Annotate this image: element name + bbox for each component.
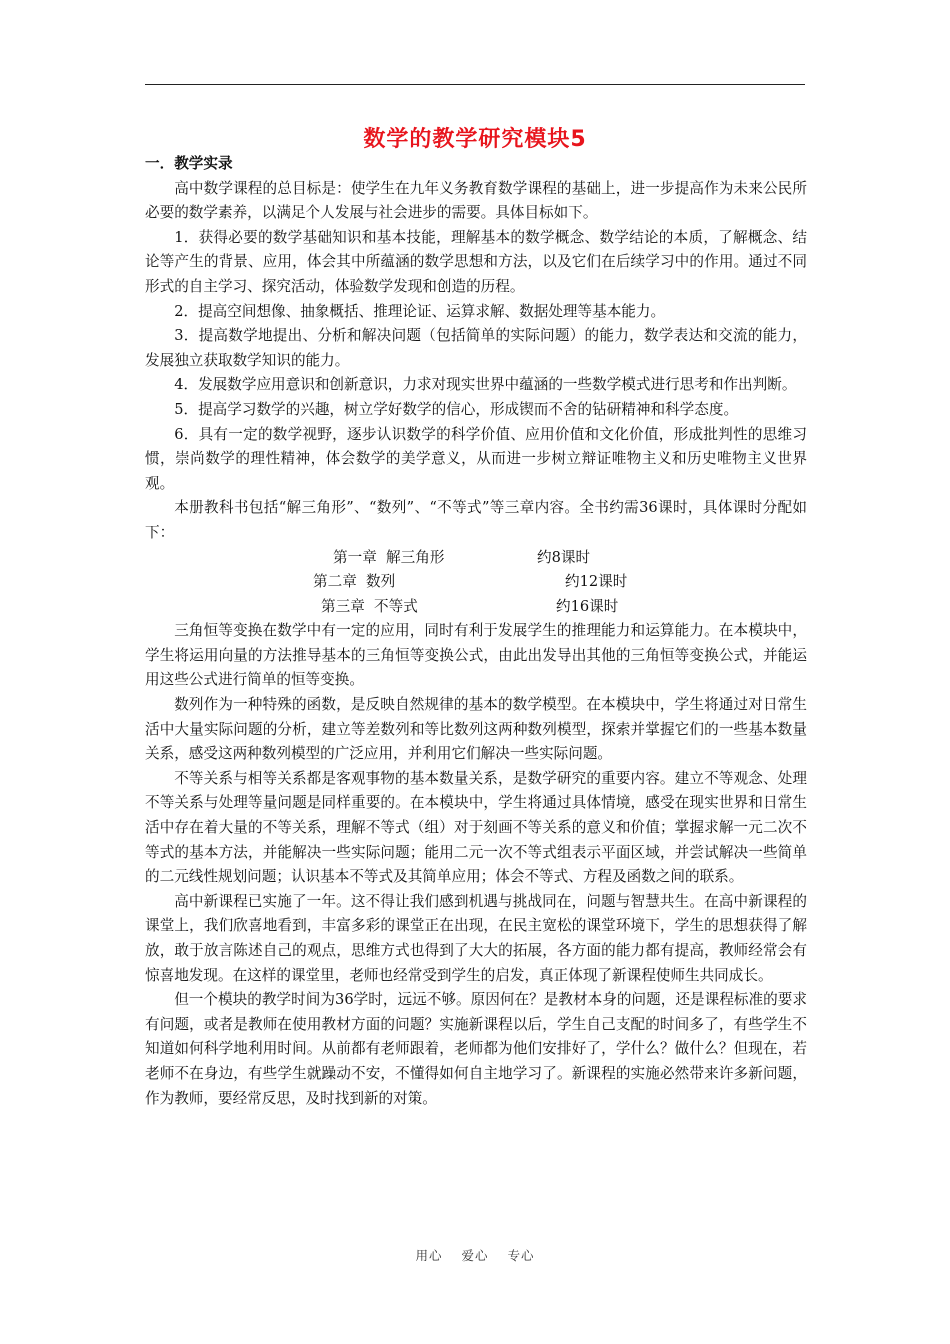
schedule-row (145, 570, 807, 595)
section-heading: 一．教学实录 (145, 155, 233, 172)
schedule-row (145, 546, 807, 571)
schedule-chapter: 第三章 不等式 (321, 597, 418, 615)
document-body (145, 152, 807, 1111)
paragraph: 不等关系与相等关系都是客观事物的基本数量关系，是数学研究的重要内容。建立不等观念、处理不等关系与处理等量问题是同样重要的。在本模块中，学生将通过具体情境，感受在现实世界和日常生活中存在着大量的不等关系，理解不等式（组）对于刻画不等关系的意义和价值；掌握求解一元二次不等式的基本方法，并能解决一些实际问题；能用二元一次不等式组表示平面区域，并尝试解决一些简单的二元线性规划问题；认识基本不等式及其简单应用；体会不等式、方程及函数之间的联系。 (145, 769, 807, 886)
page-title: 数学的教学研究模块5 (363, 127, 587, 152)
paragraph: 2．提高空间想像、抽象概括、推理论证、运算求解、数据处理等基本能力。 (174, 302, 666, 320)
schedule-chapter: 第一章 解三角形 (333, 548, 445, 566)
paragraph: 本册教科书包括“解三角形”、“数列”、“不等式”等三章内容。全书约需36课时，具体课时分配如下： (145, 499, 807, 541)
paragraph: 3．提高数学地提出、分析和解决问题（包括简单的实际问题）的能力，数学表达和交流的能力，发展独立获取数学知识的能力。 (145, 327, 807, 369)
schedule-chapter: 第二章 数列 (313, 573, 396, 591)
paragraph: 高中数学课程的总目标是：使学生在九年义务教育数学课程的基础上，进一步提高作为未来公民所必要的数学素养，以满足个人发展与社会进步的需要。具体目标如下。 (145, 179, 807, 222)
paragraph: 三角恒等变换在数学中有一定的应用，同时有利于发展学生的推理能力和运算能力。在本模块中，学生将运用向量的方法推导基本的三角恒等变换公式，由此出发导出其他的三角恒等变换公式，并能运用这些公式进行简单的恒等变换。 (145, 622, 807, 689)
paragraph: 6．具有一定的数学视野，逐步认识数学的科学价值、应用价值和文化价值，形成批判性的思维习惯，崇尚数学的理性精神，体会数学的美学意义，从而进一步树立辩证唯物主义和历史唯物主义世界观。 (145, 425, 807, 492)
paragraph: 但一个模块的教学时间为36学时，远远不够。原因何在？是教材本身的问题，还是课程标准的要求有问题，或者是教师在使用教材方面的问题？实施新课程以后，学生自己支配的时间多了，有些学生不知道如何科学地利用时间。从前都有老师跟着，老师都为他们安排好了，学什么？做什么？但现在，若老师不在身边，有些学生就躁动不安，不懂得如何自主地学习了。新课程的实施必然带来许多新问题，作为教师，要经常反思，及时找到新的对策。 (145, 991, 807, 1107)
paragraph: 4．发展数学应用意识和创新意识，力求对现实世界中蕴涵的一些数学模式进行思考和作出判断。 (174, 376, 797, 394)
paragraph: 数列作为一种特殊的函数，是反映自然规律的基本的数学模型。在本模块中，学生将通过对日常生活中大量实际问题的分析，建立等差数列和等比数列这两种数列模型，探索并掌握它们的一些基本数量关系，感受这两种数列模型的广泛应用，并利用它们解决一些实际问题。 (145, 696, 807, 763)
schedule-hours: 约16课时 (556, 597, 619, 615)
page-footer: 用心 爱心 专心 (415, 1248, 535, 1263)
paragraph: 1．获得必要的数学基础知识和基本技能，理解基本的数学概念、数学结论的本质，了解概念、结论等产生的背景、应用，体会其中所蕴涵的数学思想和方法，以及它们在后续学习中的作用。通过不同形式的自主学习、探究活动，体验数学发现和创造的历程。 (145, 228, 807, 295)
schedule-hours: 约8课时 (537, 548, 591, 566)
header-rule (145, 84, 805, 85)
schedule-table (145, 546, 807, 620)
schedule-hours: 约12课时 (565, 573, 628, 591)
paragraph: 5．提高学习数学的兴趣，树立学好数学的信心，形成锲而不舍的钻研精神和科学态度。 (174, 400, 739, 418)
paragraph: 高中新课程已实施了一年。这不得让我们感到机遇与挑战同在，问题与智慧共生。在高中新课程的课堂上，我们欣喜地看到，丰富多彩的课堂正在出现，在民主宽松的课堂环境下，学生的思想获得了解放，敢于放言陈述自己的观点，思维方式也得到了大大的拓展，各方面的能力都有提高，教师经常会有惊喜地发现。在这样的课堂里，老师也经常受到学生的启发，真正体现了新课程使师生共同成长。 (145, 892, 807, 984)
schedule-row (145, 595, 807, 620)
